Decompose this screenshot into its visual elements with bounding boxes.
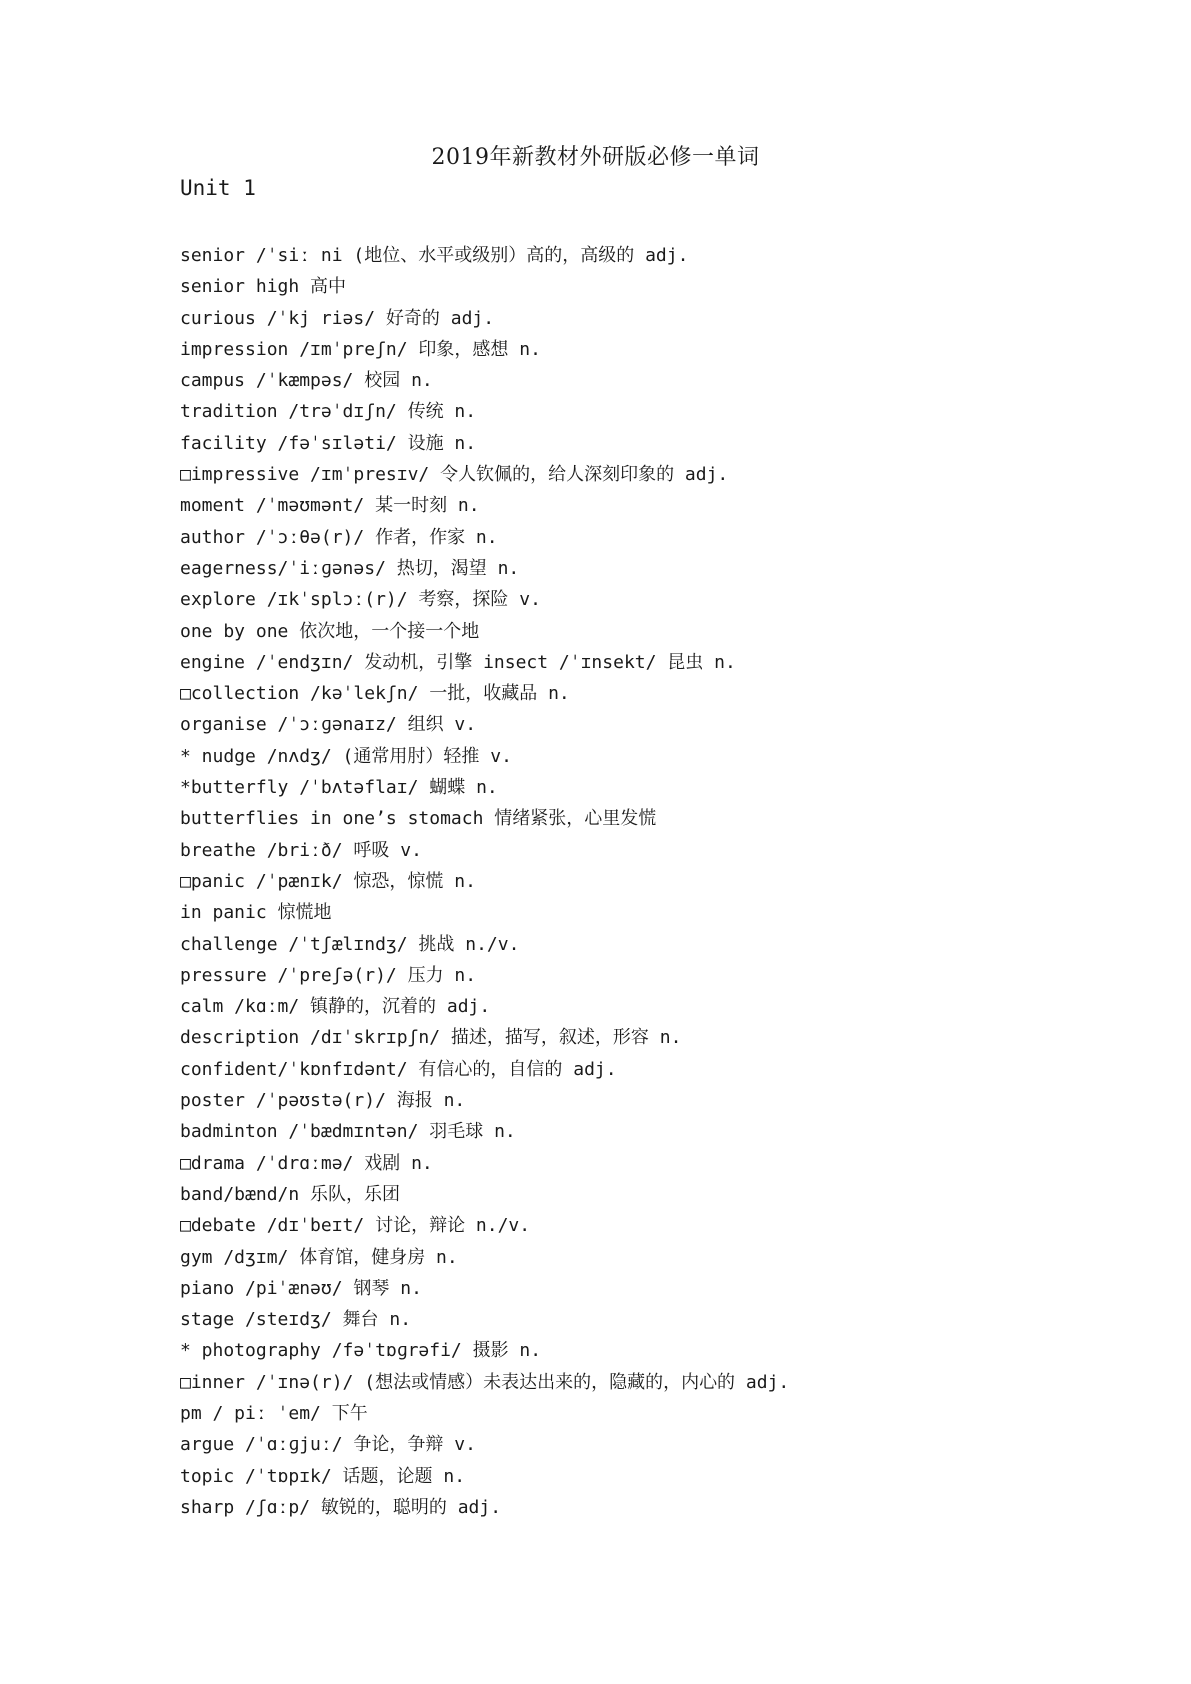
vocab-entry: pm / piː ˈem/ 下午 xyxy=(180,1402,368,1424)
vocab-entry: argue /ˈɑːɡjuː/ 争论，争辩 v. xyxy=(180,1434,476,1456)
vocab-entry: poster /ˈpəʊstə(r)/ 海报 n. xyxy=(180,1090,466,1112)
document-title: 2019年新教材外研版必修一单词 xyxy=(431,145,760,170)
vocab-entry: author /ˈɔːθə(r)/ 作者，作家 n. xyxy=(180,526,498,548)
vocab-entry: * nudge /nʌdʒ/ (通常用肘）轻推 v. xyxy=(180,745,512,767)
vocab-entry: eagerness/ˈiːɡənəs/ 热切，渴望 n. xyxy=(180,557,520,579)
vocab-entry: sharp /ʃɑːp/ 敏锐的，聪明的 adj. xyxy=(180,1496,502,1518)
vocab-entry: badminton /ˈbædmɪntən/ 羽毛球 n. xyxy=(180,1121,516,1143)
vocab-entry: calm /kɑːm/ 镇静的，沉着的 adj. xyxy=(180,996,491,1018)
vocab-entry: confident/ˈkɒnfɪdənt/ 有信心的，自信的 adj. xyxy=(180,1058,617,1080)
vocab-entry: piano /piˈænəʊ/ 钢琴 n. xyxy=(180,1277,422,1299)
vocab-entry: explore /ɪkˈsplɔː(r)/ 考察，探险 v. xyxy=(180,589,541,611)
vocab-entry: description /dɪˈskrɪpʃn/ 描述，描写，叙述，形容 n. xyxy=(180,1027,682,1049)
vocab-entry: □inner /ˈɪnə(r)/ (想法或情感）未表达出来的，隐藏的，内心的 adj. xyxy=(180,1371,790,1393)
vocab-entry: organise /ˈɔːɡənaɪz/ 组织 v. xyxy=(180,714,477,736)
vocab-entry: senior high 高中 xyxy=(180,276,347,298)
unit-heading: Unit 1 xyxy=(180,176,256,200)
vocab-entry: pressure /ˈpreʃə(r)/ 压力 n. xyxy=(180,964,477,986)
vocab-entry: campus /ˈkæmpəs/ 校园 n. xyxy=(180,370,433,392)
vocab-entry: topic /ˈtɒpɪk/ 话题，论题 n. xyxy=(180,1465,466,1487)
vocab-entry: stage /steɪdʒ/ 舞台 n. xyxy=(180,1309,412,1331)
vocab-entry: facility /fəˈsɪləti/ 设施 n. xyxy=(180,432,477,454)
vocab-entry: □drama /ˈdrɑːmə/ 戏剧 n. xyxy=(180,1152,433,1174)
vocab-entry: curious /ˈkj riəs/ 好奇的 adj. xyxy=(180,307,495,329)
vocab-entry: *butterfly /ˈbʌtəflaɪ/ 蝴蝶 n. xyxy=(180,777,498,799)
vocab-entry: one by one 依次地，一个接一个地 xyxy=(180,620,480,642)
vocab-entry: gym /dʒɪm/ 体育馆，健身房 n. xyxy=(180,1246,458,1268)
vocab-entry: □panic /ˈpænɪk/ 惊恐，惊慌 n. xyxy=(180,870,476,892)
vocab-entry: engine /ˈendʒɪn/ 发动机，引擎 insect /ˈɪnsekt/ 昆虫 n. xyxy=(180,651,736,673)
vocab-entry: * photography /fəˈtɒɡrəfi/ 摄影 n. xyxy=(180,1340,542,1362)
vocab-entry: senior /ˈsiː ni (地位、水平或级别）高的，高级的 adj. xyxy=(180,245,689,266)
vocab-entry: band/bænd/n 乐队，乐团 xyxy=(180,1183,401,1205)
vocab-entry: tradition /trəˈdɪʃn/ 传统 n. xyxy=(180,401,477,423)
vocab-entry: challenge /ˈtʃælɪndʒ/ 挑战 n./v. xyxy=(180,933,520,955)
vocab-entry: □debate /dɪˈbeɪt/ 讨论，辩论 n./v. xyxy=(180,1215,531,1237)
vocab-entry: in panic 惊慌地 xyxy=(180,902,332,924)
vocab-entry: breathe /briːð/ 呼吸 v. xyxy=(180,839,422,861)
vocabulary-list xyxy=(180,240,1080,1523)
vocab-entry: butterflies in one’s stomach 情绪紧张，心里发慌 xyxy=(180,808,657,830)
vocab-entry: impression /ɪmˈpreʃn/ 印象，感想 n. xyxy=(180,338,541,360)
vocab-entry: moment /ˈməʊmənt/ 某一时刻 n. xyxy=(180,495,480,517)
vocab-entry: □collection /kəˈlekʃn/ 一批，收藏品 n. xyxy=(180,683,570,705)
vocab-entry: □impressive /ɪmˈpresɪv/ 令人钦佩的，给人深刻印象的 adj. xyxy=(180,464,729,486)
